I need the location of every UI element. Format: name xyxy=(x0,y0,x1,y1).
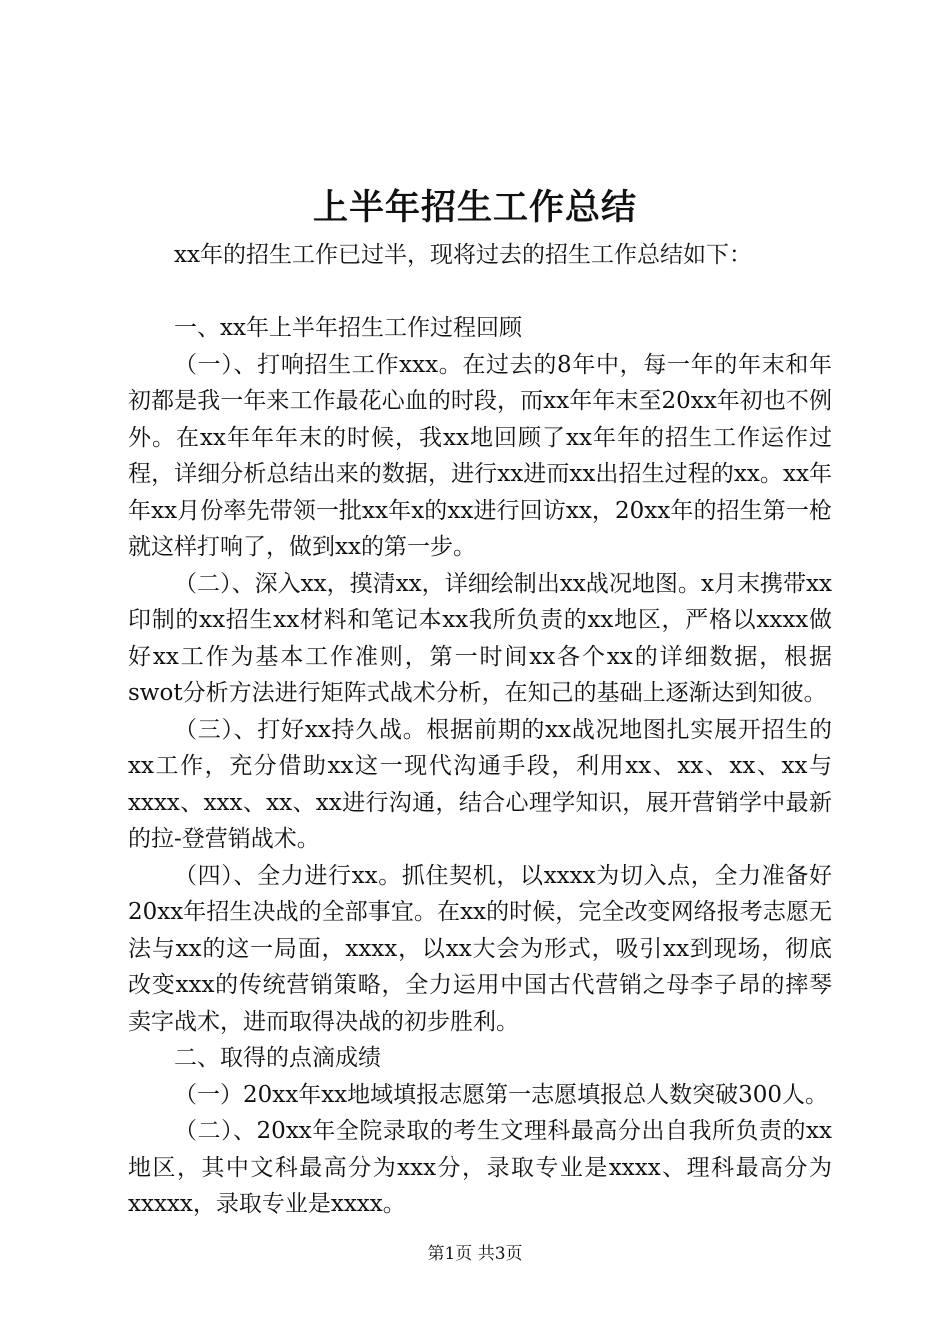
document-body xyxy=(128,237,832,1223)
paragraph-1-3: （三）、打好xx持久战。根据前期的xx战况地图扎实展开招生的xx工作，充分借助xx这一现代沟通手段，利用xx、xx、xx、xx与xxxx、xxx、xx、xx进行沟通，结合心理学知识，展开营销学中最新的拉-登营销战术。 xyxy=(128,716,832,852)
paragraph-1-2: （二）、深入xx，摸清xx，详细绘制出xx战况地图。x月末携带xx印制的xx招生xx材料和笔记本xx我所负责的xx地区，严格以xxxx做好xx工作为基本工作准则，第一时间xx各个xx的详细数据，根据swot分析方法进行矩阵式战术分析，在知己的基础上逐渐达到知彼。 xyxy=(128,570,832,706)
page-number: 第1页 共3页 xyxy=(427,1244,523,1264)
paragraph-1-1: （一）、打响招生工作xxx。在过去的8年中，每一年的年末和年初都是我一年来工作最花心血的时段，而xx年年末至20xx年初也不例外。在xx年年年末的时候，我xx地回顾了xx年年的招生工作运作过程，详细分析总结出来的数据，进行xx进而xx出招生过程的xx。xx年年xx月份率先带领一批xx年x的xx进行回访xx，20xx年的招生第一枪就这样打响了，做到xx的第一步。 xyxy=(128,351,832,560)
paragraph-2-2: （二）、20xx年全院录取的考生文理科最高分出自我所负责的xx地区，其中文科最高分为xxx分，录取专业是xxxx、理科最高分为xxxxx，录取专业是xxxx。 xyxy=(128,1118,832,1217)
paragraph-2-1: （一）20xx年xx地域填报志愿第一志愿填报总人数突破300人。 xyxy=(174,1081,829,1108)
intro-paragraph: xx年的招生工作已过半，现将过去的招生工作总结如下： xyxy=(174,242,752,268)
paragraph-1-4: （四）、全力进行xx。抓住契机，以xxxx为切入点，全力准备好20xx年招生决战的全部事宜。在xx的时候，完全改变网络报考志愿无法与xx的这一局面，xxxx，以xx大会为形式，吸引xx到现场，彻底改变xxx的传统营销策略，全力运用中国古代营销之母李子昂的摔琴卖字战术，进而取得决战的初步胜利。 xyxy=(128,862,832,1035)
section-heading-1: 一、xx年上半年招生工作过程回顾 xyxy=(174,315,522,341)
blank-line xyxy=(128,274,832,311)
document-title: 上半年招生工作总结 xyxy=(312,187,637,228)
section-heading-2: 二、取得的点滴成绩 xyxy=(174,1045,381,1071)
